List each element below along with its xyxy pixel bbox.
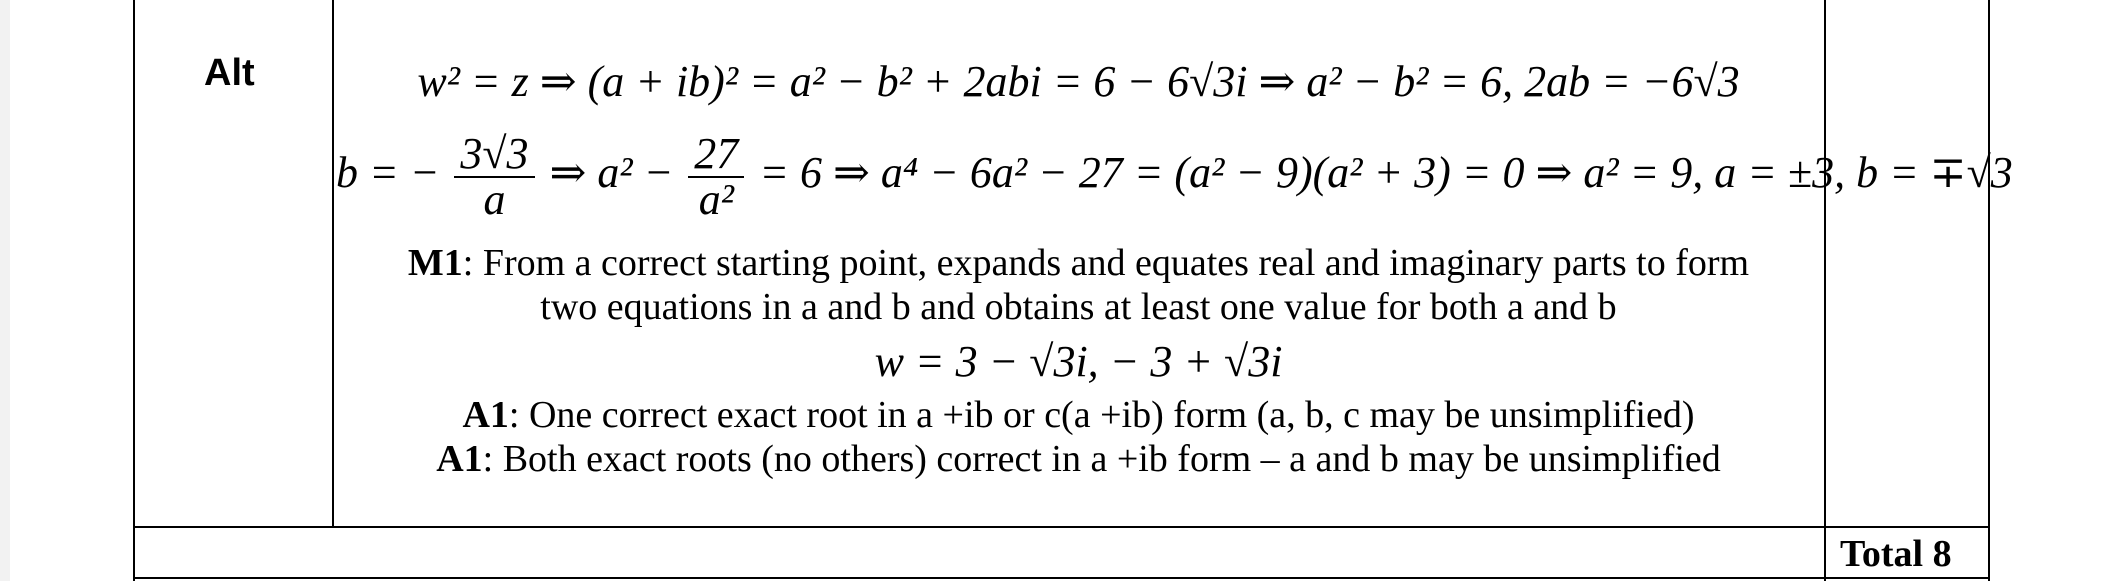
equation-line-2-rest: = 6 ⇒ a⁴ − 6a² − 27 = (a² − 9)(a² + 3) = 0 ⇒ a² = 9, a = ±3, b = ∓√3 (759, 148, 2013, 198)
mark-note-a1-second (336, 436, 1821, 482)
table-divider-label (332, 0, 334, 527)
b-definition: b = − (336, 148, 440, 198)
equation-line-1 (336, 57, 1821, 106)
table-border-left (133, 0, 135, 581)
fraction-numerator: 27 (688, 132, 744, 178)
fraction-3root3-over-a (454, 129, 534, 224)
total-marks: Total 8 (1840, 533, 1952, 575)
table-row-separator (133, 526, 1990, 528)
roots-line (336, 337, 1821, 386)
mark-note-a1-first (336, 392, 1821, 438)
mark-code: M1 (407, 242, 463, 284)
fraction-27-over-a-squared (688, 129, 744, 224)
mark-text: : From a correct starting point, expands and equates real and imaginary parts to form (462, 242, 1750, 284)
fraction-denominator: a (483, 175, 506, 224)
table-divider-marks (1824, 0, 1826, 581)
equation-line-1-text: w² = z ⇒ (a + ib)² = a² − b² + 2abi = 6 − 6√3i ⇒ a² − b² = 6, 2ab = −6√3 (417, 57, 1740, 106)
equation-line-2 (336, 129, 2013, 224)
table-border-right (1988, 0, 1990, 581)
mark-code: A1 (436, 438, 483, 480)
table-border-bottom (133, 577, 1990, 579)
page-margin-strip (0, 0, 10, 581)
row-label: Alt (204, 52, 255, 94)
mark-text: two equations in a and b and obtains at least one value for both a and b (540, 286, 1617, 328)
mark-text: : One correct exact root in a +ib or c(a +ib) form (a, b, c may be unsimplified) (508, 394, 1695, 436)
fraction-numerator: 3√3 (454, 132, 534, 178)
implies-a-squared: ⇒ a² − (549, 148, 674, 198)
mark-note-m1-cont (336, 284, 1821, 330)
mark-code: A1 (462, 394, 509, 436)
mark-text: : Both exact roots (no others) correct in a +ib form – a and b may be unsimplified (482, 438, 1721, 480)
roots-text: w = 3 − √3i, − 3 + √3i (874, 337, 1283, 386)
mark-note-m1 (336, 240, 1821, 286)
fraction-denominator: a² (698, 175, 734, 224)
